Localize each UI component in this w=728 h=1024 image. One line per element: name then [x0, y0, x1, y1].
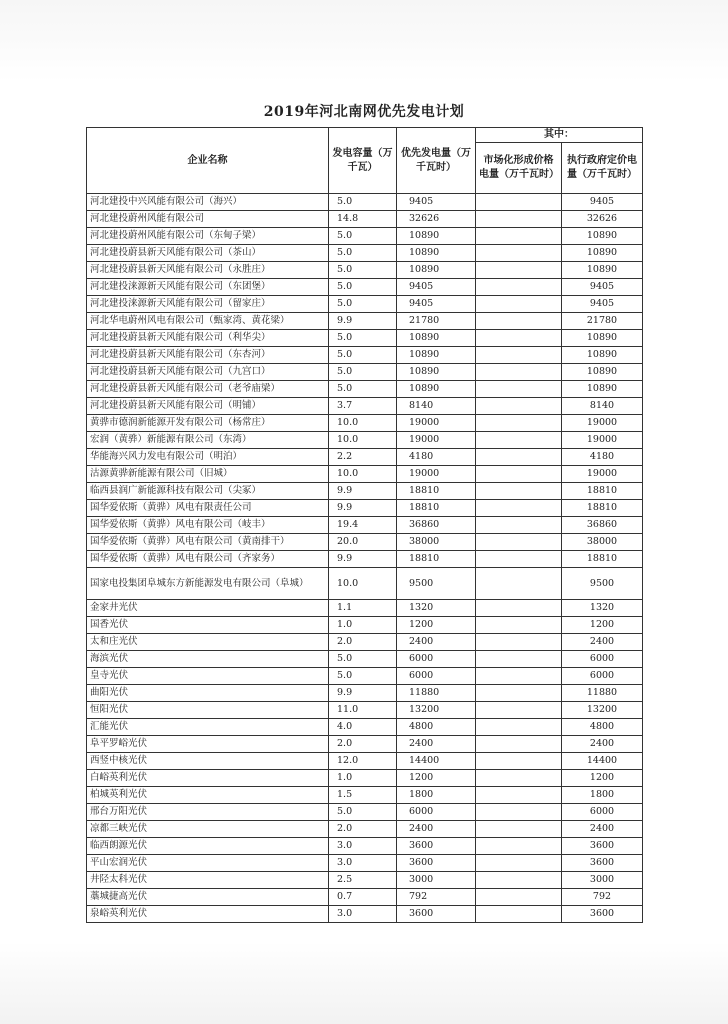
cell-priority: 10890 [397, 330, 476, 347]
cell-market [476, 534, 562, 551]
cell-market [476, 415, 562, 432]
cell-gov: 8140 [562, 398, 643, 415]
table-row [87, 551, 643, 568]
cell-market [476, 262, 562, 279]
cell-gov: 11880 [562, 685, 643, 702]
cell-market [476, 889, 562, 906]
cell-gov: 3600 [562, 906, 643, 923]
cell-gov: 36860 [562, 517, 643, 534]
header-row-top [87, 128, 643, 143]
cell-priority: 2400 [397, 821, 476, 838]
cell-company-name: 国香光伏 [87, 617, 329, 634]
cell-capacity: 9.9 [329, 313, 397, 330]
cell-company-name: 阜平罗峪光伏 [87, 736, 329, 753]
table-row [87, 651, 643, 668]
cell-gov: 9405 [562, 279, 643, 296]
cell-capacity: 9.9 [329, 685, 397, 702]
cell-gov: 2400 [562, 736, 643, 753]
cell-market [476, 500, 562, 517]
cell-priority: 32626 [397, 211, 476, 228]
cell-company-name: 临西县润广新能源科技有限公司（尖冢） [87, 483, 329, 500]
cell-company-name: 河北华电蔚州风电有限公司（甄家湾、黄花梁） [87, 313, 329, 330]
cell-capacity: 2.5 [329, 872, 397, 889]
cell-company-name: 井陉太科光伏 [87, 872, 329, 889]
cell-market [476, 804, 562, 821]
cell-priority: 10890 [397, 347, 476, 364]
header-of-which: 其中： [476, 128, 643, 143]
cell-capacity: 9.9 [329, 551, 397, 568]
table-row [87, 534, 643, 551]
table-row [87, 347, 643, 364]
cell-capacity: 3.0 [329, 855, 397, 872]
cell-priority: 10890 [397, 381, 476, 398]
cell-priority: 9500 [397, 568, 476, 600]
table-row [87, 787, 643, 804]
cell-priority: 4180 [397, 449, 476, 466]
cell-gov: 10890 [562, 347, 643, 364]
cell-capacity: 5.0 [329, 804, 397, 821]
cell-market [476, 753, 562, 770]
header-company-name: 企业名称 [87, 128, 329, 194]
cell-company-name: 曲阳光伏 [87, 685, 329, 702]
cell-company-name: 泉峪英利光伏 [87, 906, 329, 923]
cell-market [476, 551, 562, 568]
cell-gov: 18810 [562, 483, 643, 500]
cell-capacity: 5.0 [329, 279, 397, 296]
cell-gov: 19000 [562, 415, 643, 432]
cell-market [476, 702, 562, 719]
cell-priority: 9405 [397, 296, 476, 313]
cell-company-name: 海滨光伏 [87, 651, 329, 668]
cell-priority: 36860 [397, 517, 476, 534]
cell-market [476, 296, 562, 313]
cell-gov: 10890 [562, 364, 643, 381]
table-row [87, 313, 643, 330]
cell-gov: 10890 [562, 381, 643, 398]
cell-gov: 13200 [562, 702, 643, 719]
cell-capacity: 5.0 [329, 668, 397, 685]
plan-table [86, 127, 643, 923]
table-row [87, 279, 643, 296]
cell-gov: 9405 [562, 296, 643, 313]
cell-priority: 1800 [397, 787, 476, 804]
cell-capacity: 9.9 [329, 500, 397, 517]
cell-company-name: 河北建投涞源新天风能有限公司（留家庄） [87, 296, 329, 313]
cell-priority: 19000 [397, 432, 476, 449]
table-row [87, 432, 643, 449]
cell-priority: 10890 [397, 262, 476, 279]
cell-priority: 3600 [397, 906, 476, 923]
cell-capacity: 5.0 [329, 651, 397, 668]
cell-company-name: 国华爱依斯（黄骅）风电有限公司（黄南排干） [87, 534, 329, 551]
cell-gov: 6000 [562, 651, 643, 668]
table-row [87, 398, 643, 415]
table-row [87, 736, 643, 753]
cell-capacity: 3.0 [329, 838, 397, 855]
cell-market [476, 347, 562, 364]
cell-gov: 792 [562, 889, 643, 906]
cell-company-name: 河北建投蔚县新天风能有限公司（茶山） [87, 245, 329, 262]
cell-priority: 21780 [397, 313, 476, 330]
cell-capacity: 3.0 [329, 906, 397, 923]
cell-market [476, 245, 562, 262]
cell-gov: 6000 [562, 804, 643, 821]
table-row [87, 364, 643, 381]
cell-capacity: 2.2 [329, 449, 397, 466]
cell-gov: 21780 [562, 313, 643, 330]
cell-capacity: 5.0 [329, 245, 397, 262]
header-market: 市场化形成价格电量（万千瓦时） [476, 143, 562, 194]
table-row [87, 466, 643, 483]
table-row [87, 702, 643, 719]
cell-market [476, 736, 562, 753]
cell-company-name: 西竖中核光伏 [87, 753, 329, 770]
cell-capacity: 5.0 [329, 228, 397, 245]
cell-company-name: 河北建投蔚县新天风能有限公司（明铺） [87, 398, 329, 415]
cell-company-name: 河北建投蔚州风能有限公司 [87, 211, 329, 228]
cell-capacity: 1.5 [329, 787, 397, 804]
cell-capacity: 5.0 [329, 347, 397, 364]
cell-gov: 38000 [562, 534, 643, 551]
cell-capacity: 5.0 [329, 364, 397, 381]
cell-priority: 1320 [397, 600, 476, 617]
table-row [87, 500, 643, 517]
cell-company-name: 皇寺光伏 [87, 668, 329, 685]
cell-company-name: 宏润（黄骅）新能源有限公司（东湾） [87, 432, 329, 449]
cell-market [476, 330, 562, 347]
cell-gov: 3000 [562, 872, 643, 889]
table-row [87, 685, 643, 702]
cell-market [476, 449, 562, 466]
cell-priority: 8140 [397, 398, 476, 415]
cell-market [476, 821, 562, 838]
cell-priority: 3600 [397, 838, 476, 855]
cell-capacity: 9.9 [329, 483, 397, 500]
document-title: 2019年河北南网优先发电计划 [263, 104, 465, 120]
cell-capacity: 1.0 [329, 617, 397, 634]
cell-priority: 3000 [397, 872, 476, 889]
cell-gov: 18810 [562, 551, 643, 568]
cell-company-name: 河北建投蔚县新天风能有限公司（老爷庙梁） [87, 381, 329, 398]
table-row [87, 770, 643, 787]
cell-market [476, 719, 562, 736]
cell-company-name: 河北建投蔚县新天风能有限公司（永胜庄） [87, 262, 329, 279]
cell-market [476, 432, 562, 449]
cell-gov: 19000 [562, 466, 643, 483]
cell-gov: 10890 [562, 245, 643, 262]
cell-company-name: 国华爱依斯（黄骅）风电有限公司（岐丰） [87, 517, 329, 534]
cell-capacity: 10.0 [329, 466, 397, 483]
cell-market [476, 517, 562, 534]
cell-company-name: 临西朗源光伏 [87, 838, 329, 855]
cell-priority: 18810 [397, 551, 476, 568]
cell-priority: 19000 [397, 415, 476, 432]
cell-company-name: 汇能光伏 [87, 719, 329, 736]
cell-gov: 10890 [562, 330, 643, 347]
cell-priority: 10890 [397, 364, 476, 381]
table-row [87, 753, 643, 770]
cell-company-name: 河北建投涞源新天风能有限公司（东团堡） [87, 279, 329, 296]
cell-gov: 14400 [562, 753, 643, 770]
cell-gov: 6000 [562, 668, 643, 685]
table-row [87, 719, 643, 736]
cell-market [476, 313, 562, 330]
cell-company-name: 金家井光伏 [87, 600, 329, 617]
cell-market [476, 855, 562, 872]
cell-company-name: 白峪英利光伏 [87, 770, 329, 787]
table-row [87, 194, 643, 211]
cell-market [476, 651, 562, 668]
cell-capacity: 3.7 [329, 398, 397, 415]
cell-company-name: 国华爱依斯（黄骅）风电有限公司（齐家务） [87, 551, 329, 568]
cell-market [476, 211, 562, 228]
cell-company-name: 河北建投蔚县新天风能有限公司（利华尖） [87, 330, 329, 347]
cell-market [476, 668, 562, 685]
cell-capacity: 10.0 [329, 432, 397, 449]
cell-market [476, 906, 562, 923]
cell-market [476, 787, 562, 804]
cell-capacity: 19.4 [329, 517, 397, 534]
table-row [87, 889, 643, 906]
table-row [87, 804, 643, 821]
cell-priority: 6000 [397, 804, 476, 821]
cell-priority: 10890 [397, 228, 476, 245]
cell-priority: 6000 [397, 651, 476, 668]
cell-gov: 10890 [562, 262, 643, 279]
table-row [87, 600, 643, 617]
cell-company-name: 平山宏润光伏 [87, 855, 329, 872]
cell-priority: 18810 [397, 500, 476, 517]
table-row [87, 906, 643, 923]
cell-market [476, 600, 562, 617]
cell-capacity: 5.0 [329, 381, 397, 398]
cell-priority: 2400 [397, 736, 476, 753]
cell-capacity: 1.1 [329, 600, 397, 617]
cell-gov: 4180 [562, 449, 643, 466]
cell-capacity: 10.0 [329, 568, 397, 600]
cell-market [476, 685, 562, 702]
cell-priority: 19000 [397, 466, 476, 483]
cell-company-name: 柏城英利光伏 [87, 787, 329, 804]
header-gov: 执行政府定价电量（万千瓦时） [562, 143, 643, 194]
cell-company-name: 华能海兴风力发电有限公司（明泊） [87, 449, 329, 466]
cell-capacity: 4.0 [329, 719, 397, 736]
cell-market [476, 194, 562, 211]
cell-priority: 1200 [397, 617, 476, 634]
cell-company-name: 河北建投蔚州风能有限公司（东甸子梁） [87, 228, 329, 245]
cell-priority: 9405 [397, 279, 476, 296]
cell-gov: 19000 [562, 432, 643, 449]
cell-market [476, 381, 562, 398]
cell-company-name: 河北建投蔚县新天风能有限公司（九宫口） [87, 364, 329, 381]
cell-capacity: 5.0 [329, 296, 397, 313]
table-row [87, 517, 643, 534]
cell-gov: 32626 [562, 211, 643, 228]
table-row [87, 872, 643, 889]
cell-capacity: 12.0 [329, 753, 397, 770]
cell-priority: 11880 [397, 685, 476, 702]
header-capacity: 发电容量（万千瓦） [329, 128, 397, 194]
cell-company-name: 河北建投中兴风能有限公司（海兴） [87, 194, 329, 211]
cell-priority: 13200 [397, 702, 476, 719]
cell-company-name: 河北建投蔚县新天风能有限公司（东杏河） [87, 347, 329, 364]
cell-priority: 38000 [397, 534, 476, 551]
cell-capacity: 14.8 [329, 211, 397, 228]
cell-gov: 1200 [562, 617, 643, 634]
cell-capacity: 2.0 [329, 821, 397, 838]
cell-market [476, 483, 562, 500]
cell-company-name: 恒阳光伏 [87, 702, 329, 719]
table-row [87, 838, 643, 855]
cell-priority: 6000 [397, 668, 476, 685]
cell-gov: 4800 [562, 719, 643, 736]
cell-gov: 9405 [562, 194, 643, 211]
cell-capacity: 5.0 [329, 262, 397, 279]
cell-priority: 10890 [397, 245, 476, 262]
table-row [87, 634, 643, 651]
cell-market [476, 770, 562, 787]
cell-capacity: 11.0 [329, 702, 397, 719]
table-row [87, 617, 643, 634]
table-row [87, 855, 643, 872]
cell-gov: 3600 [562, 855, 643, 872]
cell-gov: 1320 [562, 600, 643, 617]
cell-market [476, 228, 562, 245]
cell-capacity: 20.0 [329, 534, 397, 551]
cell-gov: 2400 [562, 634, 643, 651]
table-row [87, 415, 643, 432]
table-row [87, 245, 643, 262]
cell-market [476, 568, 562, 600]
cell-market [476, 364, 562, 381]
cell-company-name: 国华爱依斯（黄骅）风电有限责任公司 [87, 500, 329, 517]
table-body [87, 194, 643, 923]
cell-company-name: 黄骅市德润新能源开发有限公司（杨常庄） [87, 415, 329, 432]
cell-priority: 1200 [397, 770, 476, 787]
cell-capacity: 10.0 [329, 415, 397, 432]
table-row [87, 821, 643, 838]
cell-gov: 1800 [562, 787, 643, 804]
cell-gov: 1200 [562, 770, 643, 787]
cell-priority: 14400 [397, 753, 476, 770]
cell-priority: 2400 [397, 634, 476, 651]
header-priority: 优先发电量（万千瓦时） [397, 128, 476, 194]
cell-capacity: 5.0 [329, 330, 397, 347]
cell-capacity: 2.0 [329, 736, 397, 753]
table-row [87, 381, 643, 398]
cell-capacity: 0.7 [329, 889, 397, 906]
cell-market [476, 872, 562, 889]
cell-market [476, 466, 562, 483]
cell-company-name: 沽源黄骅新能源有限公司（旧城） [87, 466, 329, 483]
table-row [87, 668, 643, 685]
table-row [87, 262, 643, 279]
table-row [87, 449, 643, 466]
cell-priority: 792 [397, 889, 476, 906]
table-row [87, 211, 643, 228]
cell-capacity: 1.0 [329, 770, 397, 787]
table-row [87, 296, 643, 313]
cell-capacity: 5.0 [329, 194, 397, 211]
cell-gov: 18810 [562, 500, 643, 517]
table-row [87, 228, 643, 245]
cell-company-name: 藁城捷高光伏 [87, 889, 329, 906]
cell-market [476, 279, 562, 296]
cell-gov: 10890 [562, 228, 643, 245]
cell-gov: 2400 [562, 821, 643, 838]
cell-company-name: 邢台万阳光伏 [87, 804, 329, 821]
table-row [87, 330, 643, 347]
cell-market [476, 617, 562, 634]
table-row [87, 483, 643, 500]
cell-capacity: 2.0 [329, 634, 397, 651]
cell-market [476, 838, 562, 855]
cell-market [476, 398, 562, 415]
table-row [87, 568, 643, 600]
cell-priority: 18810 [397, 483, 476, 500]
cell-priority: 3600 [397, 855, 476, 872]
cell-market [476, 634, 562, 651]
cell-gov: 9500 [562, 568, 643, 600]
cell-company-name: 国家电投集团阜城东方新能源发电有限公司（阜城） [87, 568, 329, 600]
cell-company-name: 凉都三峡光伏 [87, 821, 329, 838]
cell-company-name: 太和庄光伏 [87, 634, 329, 651]
cell-priority: 4800 [397, 719, 476, 736]
cell-priority: 9405 [397, 194, 476, 211]
cell-gov: 3600 [562, 838, 643, 855]
